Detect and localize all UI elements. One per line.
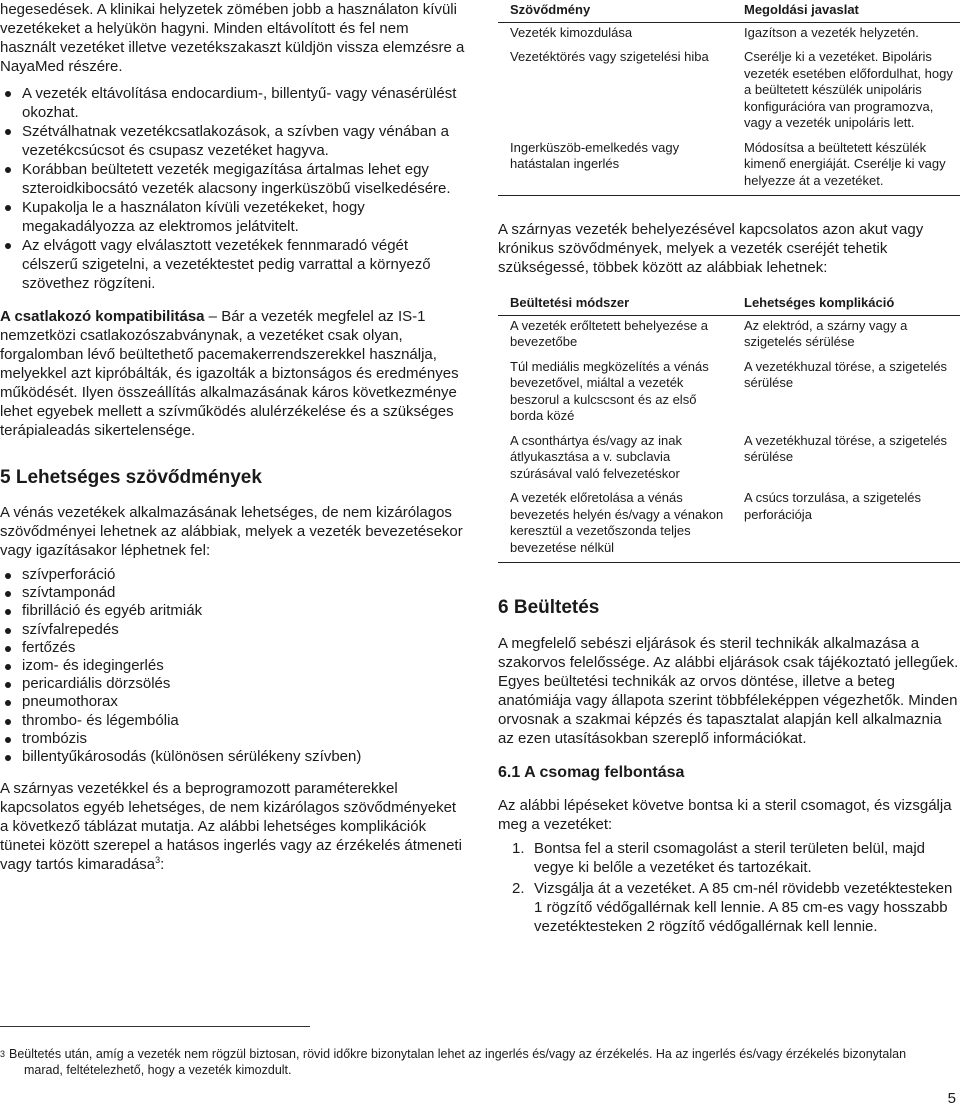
footnote-divider	[0, 1026, 310, 1027]
list-item	[498, 879, 960, 936]
list-item: fertőzés	[0, 639, 465, 657]
list-item: pericardiális dörzsölés	[0, 675, 465, 693]
table-header: Megoldási javaslat	[732, 0, 960, 22]
footnote-reference: 3	[155, 855, 161, 866]
list-item: Az elvágott vagy elválasztott vezetékek fennmaradó végét célszerű szigetelni, a vezetéktestet pedig varrattal a környező szövethez rögzíteni.	[0, 236, 465, 293]
table-cell: A csonthártya és/vagy az inak átlyukasztása a v. subclavia szúrásával való felvezetéskor	[510, 432, 682, 481]
table-cell: Vezetéktörés vagy szigetelési hiba	[510, 49, 709, 64]
table-row	[498, 315, 960, 357]
table-header: Szövődmény	[498, 0, 732, 22]
intro-paragraph: hegesedések. A klinikai helyzetek zömében jobb a használaton kívüli vezetékeket a helyükön hagyni. Minden eltávolított és fel nem használt vezetéket illetve vezetékszakaszt küldjön vissza elemzésre a NayaMed részére.	[0, 1, 465, 75]
section-6-paragraph: A megfelelő sebészi eljárások és steril technikák alkalmazása a szakorvos felelőssége. Az alábbi eljárások csak tájékoztató jellegűek. Egyes beültetési technikák az orvos döntése, illetve a beteg anatómiája vagy állapota szerint többféleképpen végezhetők. Minden orvosnak a szakmai képzés és tapasztalat alapján kell alkalmaznia az ezen utasításokban szereplő információkat.	[498, 635, 959, 747]
table-cell: A vezetékhuzal törése, a szigetelés sérülése	[744, 432, 948, 464]
section-5-outro	[0, 779, 465, 874]
compatibility-paragraph	[0, 307, 465, 440]
section-6-heading: 6 Beültetés	[498, 597, 600, 618]
unpacking-steps-list	[498, 839, 960, 936]
step-number: 2.	[512, 880, 525, 897]
implant-method-table	[498, 293, 960, 563]
section-6-1-heading: 6.1 A csomag felbontása	[498, 764, 685, 781]
warning-bullet-list	[0, 84, 465, 293]
table-row	[498, 488, 960, 563]
table-header-row	[498, 293, 960, 315]
section-5-intro: A vénás vezetékek alkalmazásának lehetséges, de nem kizárólagos szövődményei lehetnek az alábbiak, melyek a vezeték bevezetésekor vagy igazításakor léphetnek fel:	[0, 504, 463, 559]
table-cell: Az elektród, a szárny vagy a szigetelés sérülése	[744, 317, 908, 349]
table-cell: A vezeték erőltetett behelyezése a bevezetőbe	[510, 317, 709, 349]
table-header: Lehetséges komplikáció	[732, 293, 960, 315]
table-cell: A vezeték előretolása a vénás bevezetés helyén és/vagy a vénakon keresztül a vezetőszonda teljes bevezetése nélkül	[498, 488, 732, 563]
page-number: 5	[947, 1090, 956, 1107]
step-text: Bontsa fel a steril csomagolást a steril területen belül, majd vegye ki belőle a vezetéket és tartozékait.	[534, 840, 926, 876]
list-item	[498, 839, 960, 877]
list-item: fibrilláció és egyéb aritmiák	[0, 602, 465, 620]
table-cell: Igazítson a vezeték helyzetén.	[744, 24, 919, 40]
table-cell: A vezetékhuzal törése, a szigetelés sérülése	[744, 358, 948, 390]
footnote-line-2: marad, feltételezhető, hogy a vezeték kimozdult.	[24, 1062, 292, 1077]
table-cell: Túl mediális megközelítés a vénás bevezetővel, miáltal a vezeték beszorul a kulcscsont és az első borda közé	[510, 358, 709, 423]
right-column	[498, 0, 960, 938]
table-row	[498, 47, 960, 138]
list-item: szívtamponád	[0, 584, 465, 602]
table-cell: Cserélje ki a vezetéket. Bipoláris vezeték esetében előfordulhat, hogy a beültetett készülék unipoláris konfigurációra van programozva, vagy a vezeték unipoláris lett.	[744, 49, 953, 130]
step-text: Vizsgálja át a vezetéket. A 85 cm-nél rövidebb vezetéktesteken 1 rögzítő védőgallérnak kell lennie. A 85 cm-es vagy hosszabb vezetéktesteken 2 rögzítő védőgallérnak kell lennie.	[534, 880, 953, 935]
section-6-1-intro: Az alábbi lépéseket követve bontsa ki a steril csomagot, és vizsgálja meg a vezetéket:	[498, 797, 952, 833]
list-item: pneumothorax	[0, 693, 465, 711]
list-item: Kupakolja le a használaton kívüli vezetékeket, hogy megakadályozza az elektromos jelátvitelt.	[0, 198, 465, 236]
section-5-outro-text: A szárnyas vezetékkel és a beprogramozott paraméterekkel kapcsolatos egyéb lehetséges, de nem kizárólagos szövődményeket a következő táblázat mutatja. Az alábbi lehetséges komplikációk tünetei között szerepel a hatásos ingerlés vagy az érzékelés átmeneti vagy tartós kimaradása	[0, 780, 462, 874]
complication-solution-table	[498, 0, 960, 196]
list-item: trombózis	[0, 730, 465, 748]
list-item: billentyűkárosodás (különösen sérülékeny szívben)	[0, 748, 465, 766]
list-item: Szétválhatnak vezetékcsatlakozások, a szívben vagy vénában a vezetékcsúcsot és csupasz vezetéket hagyva.	[0, 122, 465, 160]
table-row	[498, 22, 960, 47]
list-item: izom- és idegingerlés	[0, 657, 465, 675]
section-5-outro-end: :	[160, 856, 165, 874]
list-item: Korábban beültetett vezeték megigazítása ártalmas lehet egy szteroidkibocsátó vezeték alacsony ingerküszöbű viselkedésére.	[0, 160, 465, 198]
footnote-text: Beültetés után, amíg a vezeték nem rögzül biztosan, rövid időkre bizonytalan lehet az ingerlés és/vagy az érzékelés. Ha az ingerlés és/vagy érzékelés bizonytalan	[9, 1047, 907, 1061]
table-cell: Módosítsa a beültetett készülék kimenő energiáját. Cserélje ki vagy helyezze át a vezetéket.	[732, 138, 960, 196]
table-cell: Ingerküszöb-emelkedés vagy hatástalan ingerlés	[498, 138, 732, 196]
step-number: 1.	[512, 840, 525, 857]
list-item: szívfalrepedés	[0, 621, 465, 639]
table-cell: A csúcs torzulása, a szigetelés perforációja	[732, 488, 960, 563]
left-column	[0, 0, 465, 874]
footnote-number: 3	[0, 1049, 6, 1059]
section-5-heading: 5 Lehetséges szövődmények	[0, 467, 262, 488]
list-item: A vezeték eltávolítása endocardium-, billentyű- vagy vénasérülést okozhat.	[0, 84, 465, 122]
footnote	[0, 1047, 960, 1078]
compatibility-heading: A csatlakozó kompatibilitása	[0, 308, 205, 325]
list-item: thrombo- és légembólia	[0, 712, 465, 730]
table-row	[498, 357, 960, 431]
table-row	[498, 431, 960, 489]
compatibility-text: – Bár a vezeték megfelel az IS-1 nemzetközi csatlakozószabványnak, a vezetéket csak olyan, forgalomban lévő beültethető pacemakerrendszerekkel használja, melyekkel azt kipróbálták, és igazolták a biztonságos és eredményes működését. Ilyen összeállítás alkalmazásának káros következménye lehet egyebek mellett a szívműködés alulérzékelése és a szükséges terápialeadás sikertelensége.	[0, 308, 459, 439]
complications-list	[0, 566, 465, 766]
footnote-line-1	[0, 1047, 960, 1063]
table-header-row	[498, 0, 960, 22]
table-header: Beültetési módszer	[498, 293, 732, 315]
table-cell: Vezeték kimozdulása	[510, 24, 633, 40]
list-item: szívperforáció	[0, 566, 465, 584]
table-row	[498, 138, 960, 196]
chronic-complications-paragraph: A szárnyas vezeték behelyezésével kapcsolatos azon akut vagy krónikus szövődmények, melyek a vezeték cseréjét tehetik szükségessé, többek között az alábbiak lehetnek:	[498, 221, 924, 276]
